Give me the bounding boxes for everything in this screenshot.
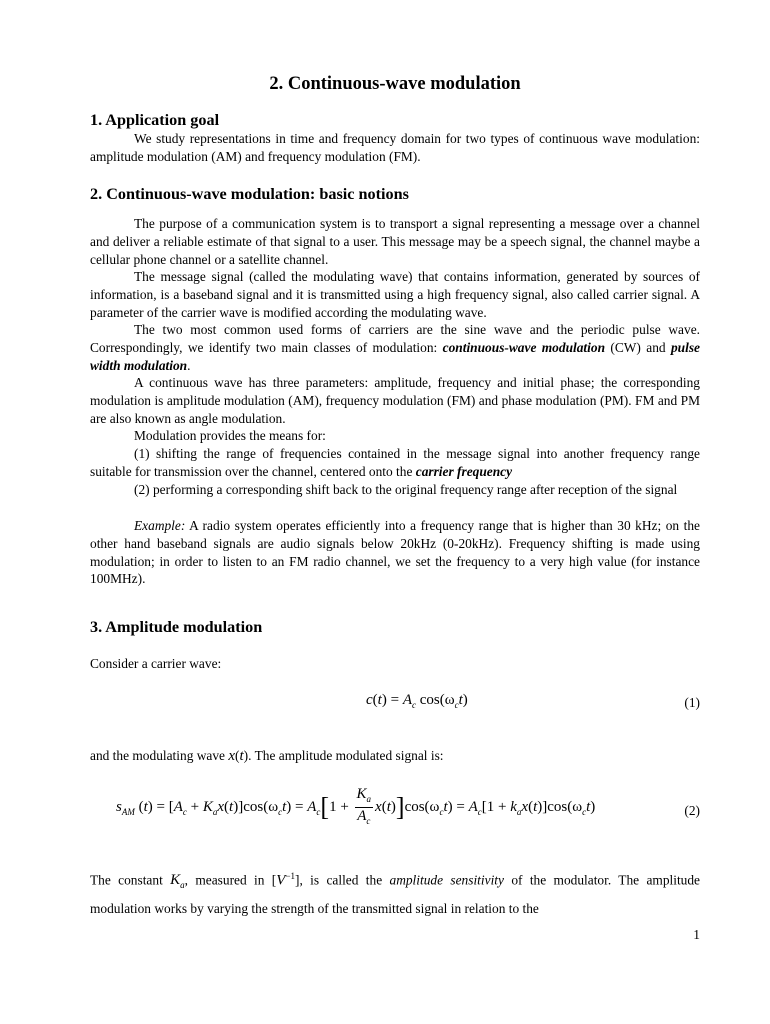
term-pwm: pulse width modulation (90, 339, 700, 373)
equation-am-signal: $s_{AM}$ $(t) = [A_c + K_ax(t)]\cos(\omega_ct) = A_c[1$ + $\frac{K_a}{A_c}$ $x(t)]\cos(\omega_ct) = A_c[1 + k_ax(t)]\cos(\omega_ct)$ (116, 786, 596, 826)
paragraph-cw-parameters: A continuous wave has three parameters: amplitude, frequency and initial phase; the corresponding modulation is amplitude modulation (AM), frequency modulation (FM) and phase modulation (PM). FM and PM are also known as angle modulation. (90, 375, 700, 426)
section-heading-amplitude-modulation: 3. Amplitude modulation (90, 618, 263, 636)
equation-carrier-wave: $c(t) = A_c$ $\cos(\omega_ct)$ (366, 692, 468, 710)
paragraph-modulation-means: Modulation provides the means for: (134, 428, 326, 443)
example-label: Example: (134, 518, 186, 533)
term-amplitude-sensitivity: amplitude sensitivity (389, 872, 504, 888)
paragraph-message-signal: The message signal (called the modulating wave) that contains information, generated by sources of information, is a baseband signal and it is transmitted using a high frequency signal, also called carrier signal. A parameter of the carrier wave is modified according the modulating wave. (90, 269, 700, 320)
paragraph-carriers: The two most common used forms of carriers are the sine wave and the periodic pulse wave. Correspondingly, we identify two main classes of modulation: continuous-wave modulation (CW) and pulse width modulation. (90, 322, 700, 373)
term-cw-modulation: continuous-wave modulation (442, 339, 606, 355)
paragraph-shift-two: (2) performing a corresponding shift back to the original frequency range after reception of the signal (134, 482, 678, 497)
paragraph-purpose: The purpose of a communication system is to transport a signal representing a message over a channel and deliver a reliable estimate of that signal to a user. This message may be a speech signal, the channel maybe a cellular phone channel or a satellite channel. (90, 216, 700, 267)
paragraph-shift-one: (1) shifting the range of frequencies contained in the message signal into another frequency range suitable for transmission over the channel, centered onto the carrier frequency (90, 446, 700, 479)
section-heading-basic-notions: 2. Continuous-wave modulation: basic notions (90, 185, 409, 203)
paragraph-carrier-intro: Consider a carrier wave: (90, 656, 222, 671)
paragraph-goal: We study representations in time and frequency domain for two types of continuous wave modulation: amplitude modulation (AM) and frequency modulation (FM). (90, 131, 700, 164)
page-title: 2. Continuous-wave modulation (269, 74, 521, 94)
equation-number-2: (2) (684, 803, 700, 818)
term-carrier-frequency: carrier frequency (415, 463, 513, 479)
paragraph-modulating-wave: and the modulating wave x(t). The amplitude modulated signal is: (90, 748, 444, 764)
paragraph-example: Example: A radio system operates efficiently into a frequency range that is higher than 30 kHz; on the other hand baseband signals are audio signals below 20kHz (0-20kHz). Frequency shifting is made using modulation; in order to listen to an FM radio channel, we set the frequency to a very high value (for instance 100MHz). (90, 518, 700, 587)
section-heading-application-goal: 1. Application goal (90, 111, 220, 129)
equation-number-1: (1) (684, 695, 700, 710)
page-number: 1 (693, 927, 700, 942)
paragraph-amplitude-sensitivity: The constant $K_a$, measured in $[V^{-1}]$, is called the amplitude sensitivity of the modulator. The amplitude modulation works by varying the strength of the transmitted signal in relation to the (90, 871, 701, 917)
